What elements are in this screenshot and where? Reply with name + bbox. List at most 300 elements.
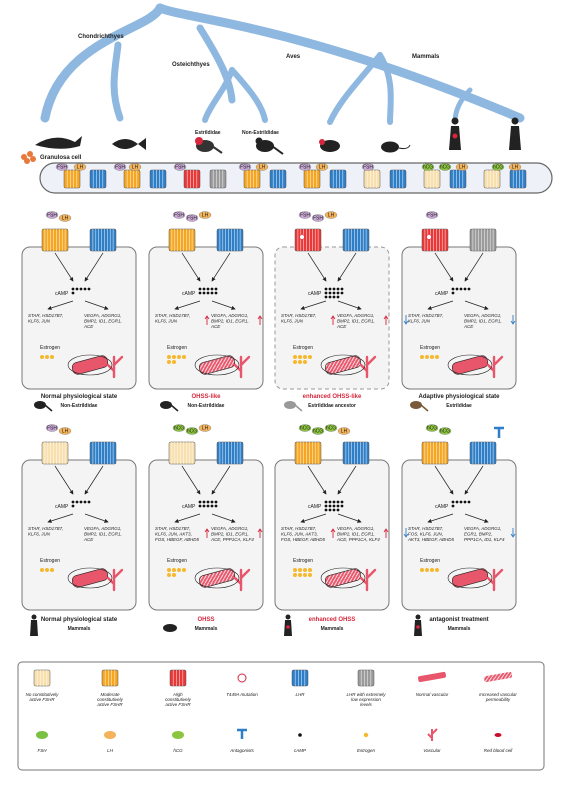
fsh-ligand [312,215,324,222]
lhr-receptor [343,442,369,464]
panel-5-subtitle: Mammals [67,626,91,632]
estrogen-dot [172,355,176,359]
estrogen-dot [308,355,312,359]
camp-dot [333,296,336,299]
fsh-ligand-label: FSH [300,164,310,171]
gene-list-steroidogenic: STAR, HSD17B7, KLF6, JUN [281,313,317,324]
estrogen-dot [293,355,297,359]
fsh-ligand [46,425,58,432]
camp-dot [80,288,83,291]
hcg-ligand [299,425,311,432]
estrogen-dot [172,573,176,577]
gene-list-vascular: VEGFA, ADGRG1, BMP2, ID1, EGR1, ACE [84,313,122,329]
lh-ligand-label: LH [458,164,466,171]
legend-label: LHR with extremely low expression levels [346,692,386,707]
camp-dot [337,509,340,512]
gene-list-vascular: VEGFA, ADGRG1, BMP2, ID1, EGR1, ACE [337,313,375,329]
lhr-receptor [470,442,496,464]
camp-dot [468,288,471,291]
membrane-receptor [244,170,260,188]
fsh-ligand-label: FSH [240,164,250,171]
estrogen-label: Estrogen [167,345,188,351]
camp-dot [199,292,202,295]
estrogen-dot [425,355,429,359]
tree-label-osteichthyes: Osteichthyes [172,62,210,68]
fsh-ligand-label: FSH [300,212,310,219]
camp-label: cAMP [308,291,322,297]
camp-dot [460,501,463,504]
lh-ligand [316,164,328,171]
camp-dot [203,288,206,291]
fsh-ligand-label: FSH [174,212,184,219]
finch-icon [410,401,428,411]
fsh-ligand [46,212,58,219]
hcg-ligand [492,164,504,171]
camp-dot [333,509,336,512]
lhr-receptor [217,229,243,251]
legend-label: Increased vascular permeability [479,692,517,702]
legend-label: No constitutively active FSHR [25,692,59,702]
camp-dot [341,505,344,508]
fsh-ligand [299,212,311,219]
camp-dot [329,292,332,295]
camp-dot [207,501,210,504]
camp-dot [468,501,471,504]
estrogen-dot [298,355,302,359]
finch-icon [195,137,222,153]
fshr-receptor [169,442,195,464]
camp-dot [464,501,467,504]
camp-dot [329,501,332,504]
mouse-icon [163,624,177,632]
camp-dot [337,288,340,291]
fshr-receptor [42,442,68,464]
human-icon [284,615,292,637]
camp-dot [333,292,336,295]
gene-list-steroidogenic: STAR, HSD17B7, KLF6, JUN [155,313,191,324]
lh-ligand [74,164,86,171]
fsh-ligand-label: FSH [47,425,57,432]
camp-dot [215,288,218,291]
camp-dot [211,501,214,504]
panel-2-title: OHSS-like [191,394,221,400]
camp-label: cAMP [55,291,69,297]
legend-label: Estrogen [356,748,376,753]
estrogen-label: Estrogen [40,345,61,351]
lh-ligand [325,212,337,219]
lh-ligand-label: LH [340,428,348,435]
estrogen-dot [303,568,307,572]
tree-label-chondrichthyes: Chondrichthyes [78,34,124,40]
lhr-receptor [343,229,369,251]
bird-icon [284,401,302,411]
fshr-none-icon [34,670,50,686]
camp-dot [199,501,202,504]
fsh-ligand-label: FSH [427,212,437,219]
camp-dot [341,501,344,504]
fshr-receptor [422,229,448,251]
membrane-receptor [510,170,526,188]
camp-dot [329,288,332,291]
fsh-ligand-label: FSH [313,215,323,222]
lh-ligand-label: LH [61,428,69,435]
estrogen-dot [435,568,439,572]
hcg-ligand [186,428,198,435]
fsh-ligand [299,164,311,171]
camp-dot [460,288,463,291]
camp-dot [337,505,340,508]
legend-label: FSH [37,748,47,753]
hcg-ligand [325,425,337,432]
camp-dot [333,501,336,504]
fsh-ligand-label: FSH [47,212,57,219]
membrane-receptor [390,170,406,188]
hcg-icon [172,731,184,739]
camp-label: cAMP [55,504,69,510]
camp-dot [215,505,218,508]
row1-titles [41,394,500,409]
lhr-receptor [90,442,116,464]
camp-dot [203,505,206,508]
camp-dot [452,288,455,291]
estrogen-dot [298,360,302,364]
human-icon [30,615,38,637]
lh-ligand [509,164,521,171]
fsh-ligand-label: FSH [363,164,373,171]
camp-dot [88,288,91,291]
camp-dot [329,505,332,508]
legend-label: hCG [173,748,183,753]
camp-dot [207,505,210,508]
fsh-ligand-label: FSH [57,164,67,171]
lh-ligand-label: LH [511,164,519,171]
panel-4-title: Adaptive physiological state [418,394,500,400]
gene-list-vascular: VEGFA, ADGRG1, BMP2, ID1, EGR1, ACE [464,313,502,329]
camp-label: cAMP [435,504,449,510]
gene-list-steroidogenic: STAR, HSD17B7, KLF6, JUN [408,313,444,324]
legend-label: cAMP [293,748,307,753]
fshr-receptor [295,442,321,464]
membrane-receptor [150,170,166,188]
fish-icon [112,138,146,150]
gene-list-steroidogenic: STAR, HSD17B7, KLF6, JUN [28,526,64,537]
lh-ligand-label: LH [327,212,335,219]
estrogen-dot [293,573,297,577]
estrogen-icon [364,733,368,737]
fshr-receptor [422,442,448,464]
panel-8-title: antagonist treatment [429,617,489,623]
panel-1-title: Normal physiological state [40,394,118,400]
lhr-receptor [470,229,496,251]
antagonist-icon [494,428,504,438]
camp-dot [211,292,214,295]
camp-label: cAMP [182,291,196,297]
hcg-ligand [439,164,451,171]
hcg-ligand-label: hCG [312,428,324,435]
camp-dot [452,292,455,295]
camp-dot [337,292,340,295]
estrogen-dot [182,568,186,572]
fshr-receptor [295,229,321,251]
gene-list-steroidogenic: STAR, HSD17B7, KLF6, JUN [28,313,64,324]
camp-label: cAMP [435,291,449,297]
lh-ligand-label: LH [201,425,209,432]
estrogen-dot [298,573,302,577]
membrane-receptor [210,170,226,188]
lh-ligand [456,164,468,171]
camp-dot [80,501,83,504]
membrane-receptor [450,170,466,188]
hcg-ligand-label: hCG [422,164,434,171]
camp-label: cAMP [182,504,196,510]
lhr-low-icon [358,670,374,686]
camp-dot [203,292,206,295]
estrogen-dot [303,360,307,364]
panel-8-subtitle: Mammals [447,626,471,632]
camp-dot [456,501,459,504]
estrogen-dot [45,568,49,572]
hcg-ligand-label: hCG [426,425,438,432]
estrogen-dot [308,573,312,577]
legend-label: LHR [295,692,305,697]
camp-dot [329,509,332,512]
estrogen-dot [420,355,424,359]
estrogen-dot [420,568,424,572]
estrogen-dot [50,355,54,359]
fsh-ligand-label: FSH [187,215,197,222]
camp-dot [199,288,202,291]
camp-dot [72,505,75,508]
legend-label: Red blood cell [483,748,513,753]
lh-ligand-label: LH [61,215,69,222]
camp-dot [452,501,455,504]
human-icon [449,118,461,151]
lhr-icon [292,670,308,686]
estrogen-dot [167,360,171,364]
camp-dot [337,296,340,299]
camp-label: cAMP [308,504,322,510]
estrogen-dot [177,355,181,359]
estrogen-dot [167,573,171,577]
gene-list-steroidogenic: STAR, HSD17B7, FOS, KLF6, JUN, AKT3, HBEGF, ABHD5 [408,526,455,542]
granulosa-cell-icon [21,151,36,164]
estrogen-dot [293,568,297,572]
camp-dot [199,505,202,508]
fsh-ligand-label: FSH [115,164,125,171]
camp-dot [325,292,328,295]
legend-label: LH [107,748,113,753]
panel-4-subtitle: Estrildidae [446,403,472,409]
fsh-ligand-label: FSH [175,164,185,171]
membrane-receptor [90,170,106,188]
estrogen-label: Estrogen [40,558,61,564]
hcg-ligand-label: hCG [299,425,311,432]
camp-dot [207,292,210,295]
lh-icon [104,731,116,739]
camp-dot [325,505,328,508]
camp-dot [341,288,344,291]
lh-ligand-label: LH [201,212,209,219]
estrogen-label: Estrogen [167,558,188,564]
lhr-receptor [90,229,116,251]
human-icon [414,615,422,637]
camp-dot [456,288,459,291]
t449a-mutation-icon [300,235,305,240]
membrane-receptor [124,170,140,188]
membrane-receptor [270,170,286,188]
camp-dot [333,505,336,508]
shark-icon [35,136,82,149]
estrogen-dot [425,568,429,572]
hcg-ligand [426,425,438,432]
camp-dot [72,288,75,291]
fshr-moderate-icon [102,670,118,686]
hcg-ligand [422,164,434,171]
membrane-receptor [330,170,346,188]
t449a-mutation-icon [427,235,432,240]
lh-ligand [59,428,71,435]
fsh-ligand [362,164,374,171]
legend-label: Antagonists [230,748,254,753]
estrogen-label: Estrogen [420,345,441,351]
camp-dot [325,509,328,512]
fsh-ligand [56,164,68,171]
estrogen-dot [182,355,186,359]
gene-list-vascular: VEGFA, ADGRG1, BMP2, ID1, EGR1, ACE [84,526,122,542]
camp-dot [84,501,87,504]
estrogen-dot [435,355,439,359]
panel-6-title: OHSS [197,617,215,623]
fshr-receptor [169,229,195,251]
fsh-ligand [186,215,198,222]
camp-dot [76,501,79,504]
gene-list-vascular: VEGFA, ADGRG1, BMP2, ID1, EGR1, ACE [211,313,249,329]
fsh-ligand [426,212,438,219]
lh-ligand-label: LH [318,164,326,171]
lhr-receptor [217,442,243,464]
membrane-receptor [364,170,380,188]
granulosa-cell-label: Granulosa cell [40,155,82,161]
estrogen-dot [298,568,302,572]
camp-dot [325,501,328,504]
camp-dot [211,288,214,291]
legend-label: T449A mutation [226,692,258,697]
camp-dot [452,505,455,508]
fsh-ligand [174,164,186,171]
panel-1-subtitle: Non-Estrildidae [60,403,98,409]
membrane-receptor [424,170,440,188]
camp-dot [88,501,91,504]
phylogenetic-tree [45,8,520,136]
tree-label-estrildidae: Estrildidae [195,130,221,136]
bird-icon [34,401,52,411]
legend-label: Moderate constitutively active FSHR [97,692,123,707]
gene-list-steroidogenic: STAR, HSD17B7, KLF6, JUN, AKT3, FOS, HBEGF, ABHD5 [281,526,326,542]
lh-ligand [199,425,211,432]
gene-list-vascular: VEGFA, ADGRG1, BMP2, ID1, EGR1, ACE, PPP1CA, KLF4 [337,526,380,542]
panel-5-title: Normal physiological state [40,617,118,623]
estrogen-label: Estrogen [420,558,441,564]
membrane-receptor [484,170,500,188]
camp-dot [215,501,218,504]
hcg-ligand [439,428,451,435]
lh-ligand-label: LH [76,164,84,171]
camp-dot [84,288,87,291]
estrogen-label: Estrogen [293,558,314,564]
estrogen-dot [308,568,312,572]
bird-icon [256,138,284,155]
membrane-receptor [304,170,320,188]
lh-ligand-label: LH [258,164,266,171]
tree-label-mammals: Mammals [412,54,440,60]
bird-icon [160,401,178,411]
red-blood-cell-icon [495,733,502,737]
estrogen-dot [172,568,176,572]
estrogen-dot [303,355,307,359]
hcg-ligand-label: hCG [439,428,451,435]
membrane-receptor [64,170,80,188]
camp-dot [333,288,336,291]
hcg-ligand-label: hCG [439,164,451,171]
hcg-ligand [173,425,185,432]
gene-list-vascular: VEGFA, ADGRG1, EGR1, BMP2, PPP1CA, ID1, KLF4 [464,526,505,542]
estrogen-dot [293,360,297,364]
estrogen-label: Estrogen [293,345,314,351]
hcg-ligand-label: hCG [492,164,504,171]
hcg-ligand-label: hCG [325,425,337,432]
fsh-ligand [173,212,185,219]
lh-ligand [256,164,268,171]
lh-ligand-label: LH [131,164,139,171]
lh-ligand [199,212,211,219]
camp-dot [72,292,75,295]
fsh-icon [36,731,48,739]
estrogen-dot [177,568,181,572]
legend-label: Vascular [423,748,441,753]
lh-ligand [59,215,71,222]
camp-dot [76,288,79,291]
fsh-ligand [114,164,126,171]
camp-dot [341,292,344,295]
gene-list-vascular: VEGFA, ADGRG1, BMP2, ID1, EGR1, ACE, PPP1CA, KLF4 [211,526,254,542]
hcg-ligand-label: hCG [173,425,185,432]
camp-dot [325,296,328,299]
estrogen-dot [167,355,171,359]
camp-dot [203,501,206,504]
panel-3-subtitle: Estrildidae ancestor [308,403,356,409]
estrogen-dot [303,573,307,577]
t449a-mutation-icon [238,674,246,682]
tree-label-aves: Aves [286,54,301,60]
camp-dot [329,296,332,299]
camp-dot [211,505,214,508]
gene-list-steroidogenic: STAR, HSD17B7, KLF6, JUN, AKT3, FOS, HBEGF, ABHD5 [155,526,200,542]
fsh-ligand [239,164,251,171]
camp-dot [325,288,328,291]
lh-ligand [129,164,141,171]
estrogen-dot [40,355,44,359]
tree-label-non-estrildidae: Non-Estrildidae [242,130,279,136]
camp-dot [72,501,75,504]
lh-ligand [338,428,350,435]
legend-label: High constitutively active FSHR [165,692,191,707]
estrogen-dot [430,568,434,572]
fshr-receptor [42,229,68,251]
panel-7-title: enhanced OHSS [308,617,356,623]
camp-icon [298,733,302,737]
hcg-ligand-label: hCG [186,428,198,435]
camp-dot [215,292,218,295]
